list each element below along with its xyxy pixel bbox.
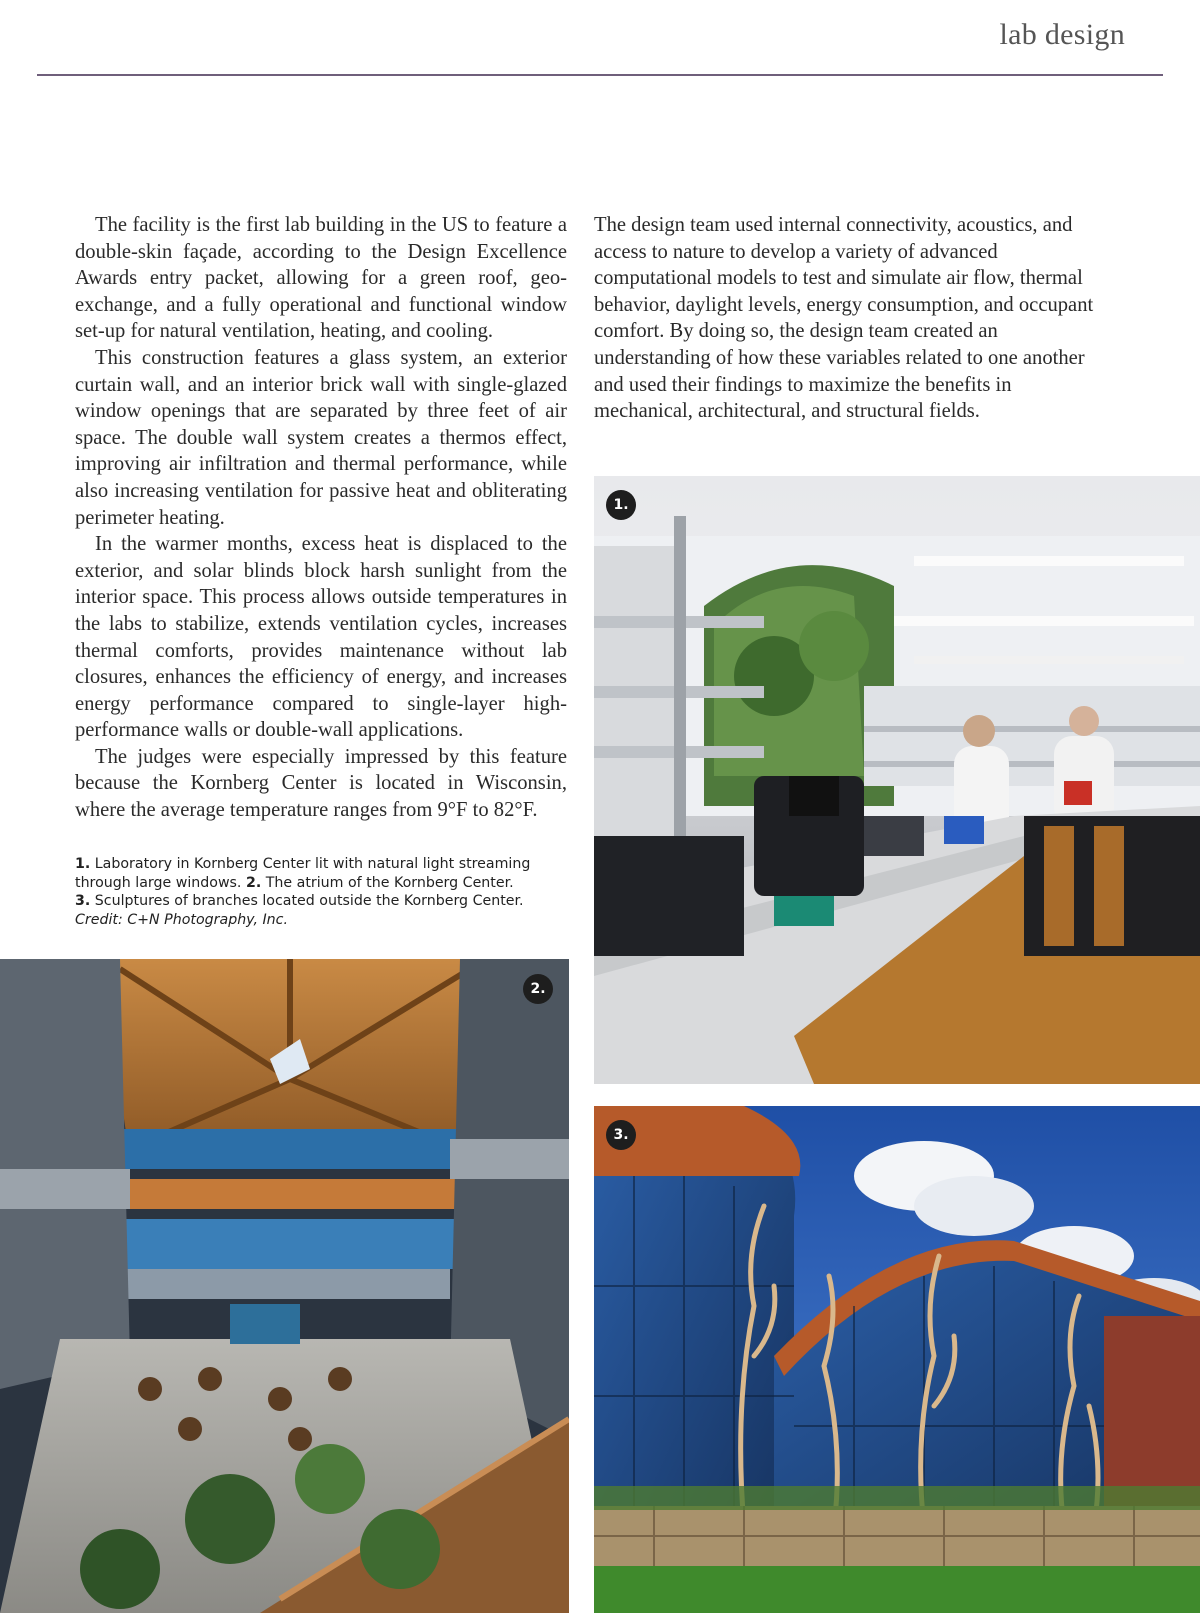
exterior-photo [594,1106,1200,1613]
paragraph: The judges were especially impressed by this feature because the Kornberg Center is located in Wisconsin, where the average temperature ranges from 9°F to 82°F. [75,745,567,822]
header-divider [37,74,1163,76]
caption-number: 1. [75,856,91,872]
article-column-right [594,212,1094,425]
caption-text: Sculptures of branches located outside the Kornberg Center. [90,893,524,910]
photo-number-badge: 3. [606,1120,636,1150]
photo-number-badge: 2. [523,974,553,1004]
laboratory-photo [594,476,1200,1084]
caption-text: Laboratory in Kornberg Center lit with natural light streaming through large windows. [75,856,531,891]
paragraph: In the warmer months, excess heat is displaced to the exterior, and solar blinds block harsh sunlight from the interior space. This process allows outside temperatures in the labs to stabilize, extends ventilation cycles, increases thermal comforts, provides maintenance without lab closures, enhances the efficiency of energy, and increases energy performance compared to single-layer high-performance walls or double-wall applications. [75,533,567,742]
paragraph: This construction features a glass system, an exterior curtain wall, and an interior brick wall with single-glazed window openings that are separated by three feet of air space. The double wall system creates a thermos effect, improving air infiltration and thermal performance, while also increasing ventilation for passive heat and obliterating perimeter heating. [75,346,567,529]
section-title: lab design [999,18,1125,51]
paragraph: The design team used internal connectivity, acoustics, and access to nature to develop a variety of advanced computational models to test and simulate air flow, thermal behavior, daylight levels, energy consumption, and occupant comfort. By doing so, the design team created an understanding of how these variables related to one another and used their findings to maximize the benefits in mechanical, architectural, and structural fields. [594,214,1094,423]
article-column-left [75,212,567,824]
photo-caption [75,855,555,929]
caption-number: 2. [245,874,262,891]
photo-number-badge: 1. [606,490,636,520]
paragraph: The facility is the first lab building in the US to feature a double-skin façade, according to the Design Excellence Awards entry packet, allowing for a green roof, geo-exchange, and a fully operational and functional window set-up for natural ventilation, heating, and cooling. [75,214,567,343]
caption-number: 3. [75,893,91,910]
caption-text: The atrium of the Kornberg Center. [261,874,514,891]
photo-credit: Credit: C+N Photography, Inc. [75,911,288,928]
atrium-photo [0,959,569,1613]
